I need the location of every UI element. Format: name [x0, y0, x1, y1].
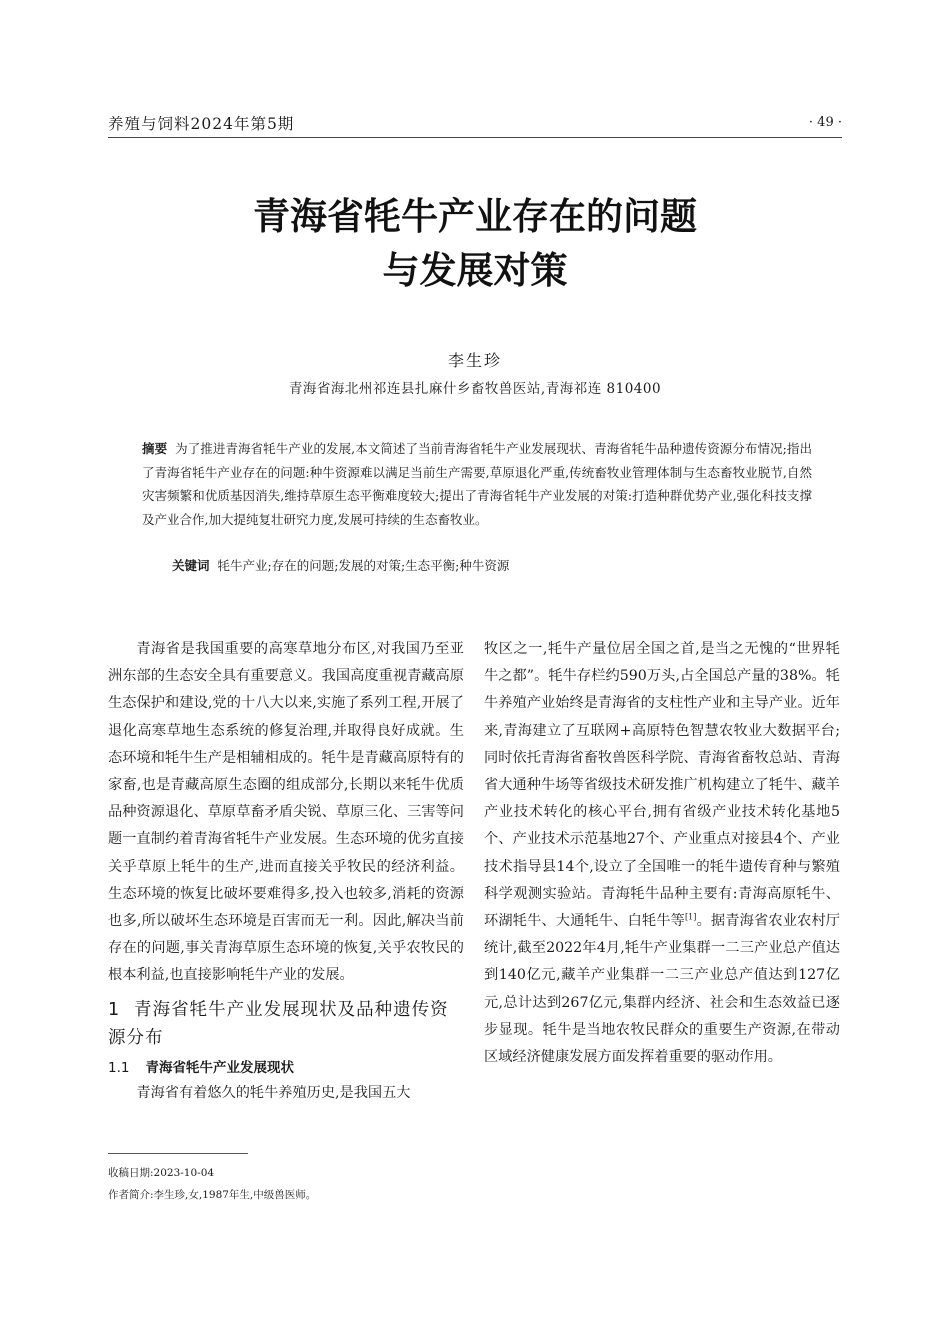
page-number: · 49 · — [808, 115, 842, 130]
title-line-2: 与发展对策 — [382, 249, 568, 292]
section-1-heading — [108, 996, 464, 1052]
footnote-rule — [108, 1153, 248, 1154]
article-title — [0, 190, 950, 298]
keywords — [172, 556, 812, 576]
author-name: 李生珍 — [447, 351, 502, 370]
abstract-text: 为了推进青海省牦牛产业的发展,本文简述了当前青海省牦牛产业发展现状、青海省牦牛品种遗传资源分布情况;指出了青海省牦牛产业存在的问题:种牛资源难以满足当前生产需要,草原退化严重,传统畜牧业管理体制与生态畜牧业脱节,自然灾害频繁和优质基因消失,维持草原生态平衡难度较大;提出了青海省牦牛产业发展的对策:打造种群优势产业,强化科技支撑及产业合作,加大提纯复壮研究力度,发展可持续的生态畜牧业。 — [142, 441, 812, 527]
section-1-title: 青海省牦牛产业发展现状及品种遗传资源分布 — [108, 999, 449, 1048]
section-1-number: 1 — [108, 999, 121, 1020]
paragraph-2-text-b: 。据青海省农业农村厅统计,截至2022年4月,牦牛产业集群一二三产业总产值达到140亿元,藏羊产业集群一二三产业总产值达到127亿元,总计达到267亿元,集群内经济、社会和生态效益已逐步显现。牦牛是当地农牧民群众的重要生产资源,在带动区域经济健康发展方面发挥着重要的驱动作用。 — [484, 913, 840, 1066]
paragraph-2-start: 青海省有着悠久的牦牛养殖历史,是我国五大 — [136, 1084, 411, 1101]
intro-paragraph: 青海省是我国重要的高寒草地分布区,对我国乃至亚洲东部的生态安全具有重要意义。我国高度重视青藏高原生态保护和建设,党的十八大以来,实施了系列工程,开展了退化高寒草地生态系统的修复治理,并取得良好成就。生态环境和牦牛生产是相辅相成的。牦牛是青藏高原特有的家畜,也是青藏高原生态圈的组成部分,长期以来牦牛优质品种资源退化、草原草畜矛盾尖锐、草原三化、三害等问题一直制约着青海省牦牛产业发展。生态环境的优劣直接关乎草原上牦牛的生产,进而直接关乎牧民的经济利益。生态环境的恢复比破坏要难得多,投入也较多,消耗的资源也多,所以破坏生态环境是百害而无一利。因此,解决当前存在的问题,事关青海草原生态环境的恢复,关乎农牧民的根本利益,也直接影响牦牛产业的发展。 — [108, 641, 464, 984]
header-rule — [108, 137, 842, 138]
section-1-1-heading — [108, 1056, 464, 1080]
author-bio: 作者简介:李生珍,女,1987年生,中级兽医师。 — [108, 1189, 317, 1201]
paragraph-2-text-a: 牧区之一,牦牛产量位居全国之首,是当之无愧的“世界牦牛之都”。牦牛存栏约590万头,占全国总产量的38%。牦牛养殖产业始终是青海省的支柱性产业和主导产业。近年来,青海建立了互联网+高原特色智慧农牧业大数据平台;同时依托青海省畜牧兽医科学院、青海省畜牧总站、青海省大通种牛场等省级技术研发推广机构建立了牦牛、藏羊产业技术转化的核心平台,拥有省级产业技术转化基地5个、产业技术示范基地27个、产业重点对接县4个、产业技术指导县14个,设立了全国唯一的牦牛遗传育种与繁殖科学观测实验站。青海牦牛品种主要有:青海高原牦牛、环湖牦牛、大通牦牛、白牦牛等 — [484, 641, 840, 930]
keywords-label: 关键词 — [172, 558, 210, 573]
right-column — [484, 636, 840, 1071]
paragraph-2-continued — [484, 636, 840, 1071]
abstract-label: 摘要 — [142, 441, 168, 456]
journal-issue: 养殖与饲料2024年第5期 — [108, 115, 295, 133]
citation-ref-1[interactable]: [1] — [685, 912, 697, 922]
abstract — [142, 437, 812, 531]
received-date: 收稿日期:2023-10-04 — [108, 1167, 215, 1179]
keywords-text: 牦牛产业;存在的问题;发展的对策;生态平衡;种牛资源 — [217, 558, 510, 573]
title-line-1: 青海省牦牛产业存在的问题 — [253, 195, 697, 238]
author-affiliation: 青海省海北州祁连县扎麻什乡畜牧兽医站,青海祁连 810400 — [288, 381, 662, 397]
left-column — [108, 636, 464, 1107]
section-1-1-number: 1.1 — [108, 1059, 130, 1076]
section-1-1-title: 青海省牦牛产业发展现状 — [145, 1059, 294, 1076]
